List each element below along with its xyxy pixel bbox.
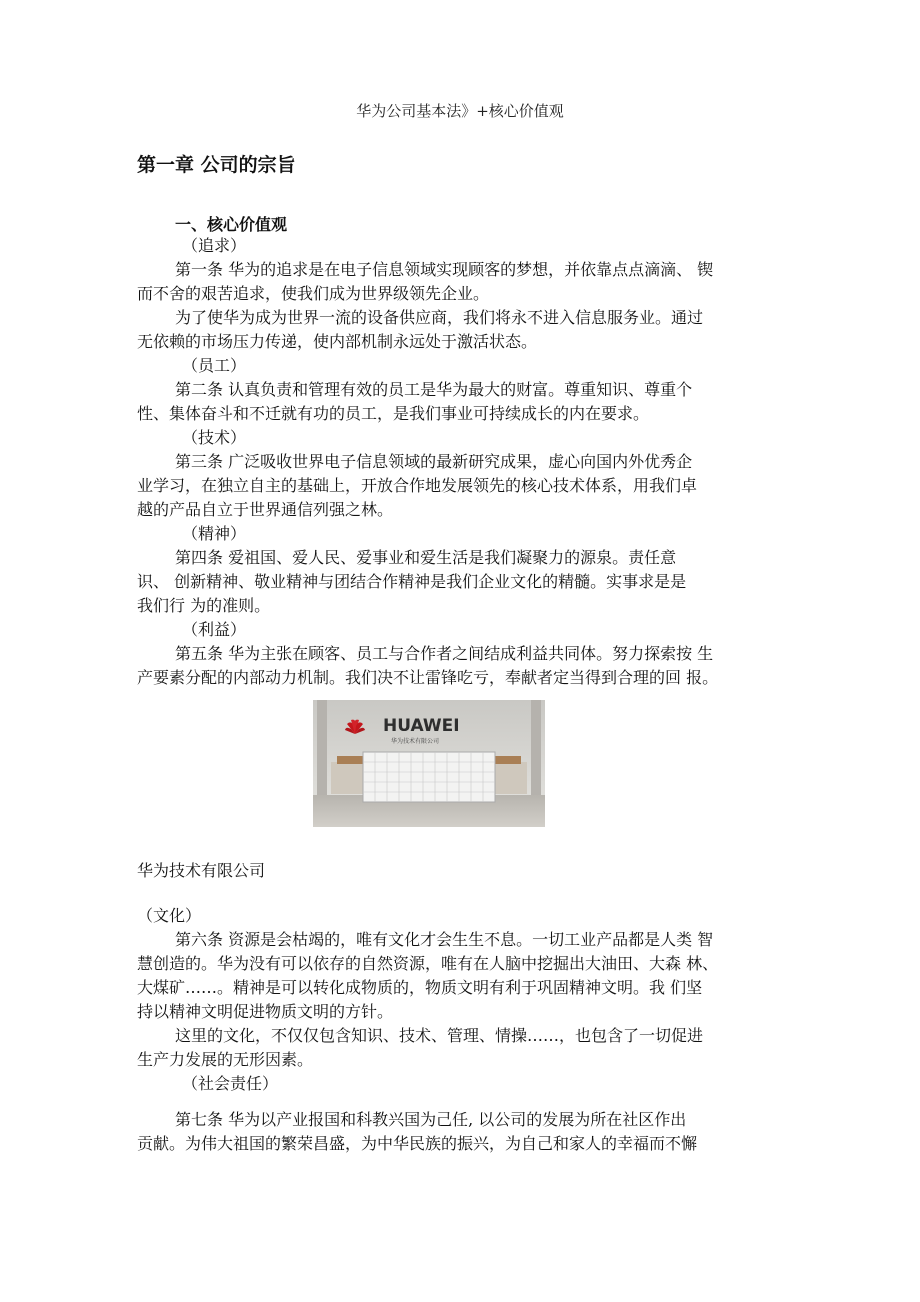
body-text-part1: [137, 234, 797, 690]
counter-side: [495, 762, 527, 794]
counter-side: [331, 762, 363, 794]
paragraph-line: 第五条 华为主张在顾客、员工与合作者之间结成利益共同体。努力探索按 生: [175, 644, 714, 663]
paragraph-line: 业学习，在独立自主的基础上，开放合作地发展领先的核心技术体系，用我们卓: [137, 476, 698, 495]
paragraph-line: 识、 创新精神、敬业精神与团结合作精神是我们企业文化的精髓。实事求是是: [137, 572, 687, 591]
paragraph-line: 第二条 认真负责和管理有效的员工是华为最大的财富。尊重知识、尊重个: [175, 380, 693, 399]
logo-subtitle: 华为技术有限公司: [391, 738, 440, 745]
topic-tag: （技术）: [182, 428, 247, 447]
paragraph-line: 第一条 华为的追求是在电子信息领域实现顾客的梦想，并依靠点点滴滴、 锲: [175, 260, 714, 279]
photo-caption: 华为技术有限公司: [137, 861, 266, 880]
chapter-heading: 第一章 公司的宗旨: [137, 154, 296, 176]
body-text-part2: [137, 904, 797, 1156]
topic-tag: （追求）: [182, 236, 247, 255]
topic-tag: （精神）: [182, 524, 247, 543]
paragraph-line: 这里的文化，不仅仅包含知识、技术、管理、情操……，也包含了一切促进: [175, 1026, 704, 1045]
paragraph-line: 无依赖的市场压力传递，使内部机制永远处于激活状态。: [137, 332, 538, 351]
topic-tag: （利益）: [182, 620, 247, 639]
paragraph-line: 为了使华为成为世界一流的设备供应商，我们将永不进入信息服务业。通过: [175, 308, 704, 327]
document-title: 华为公司基本法》+核心价值观: [356, 102, 564, 120]
paragraph-line: 贡献。为伟大祖国的繁荣昌盛，为中华民族的振兴，为自己和家人的幸福而不懈: [137, 1134, 698, 1153]
logo-wordmark: HUAWEI: [383, 716, 460, 736]
paragraph-line: 第四条 爱祖国、爱人民、爱事业和爱生活是我们凝聚力的源泉。责任意: [175, 548, 677, 567]
paragraph-line: 第三条 广泛吸收世界电子信息领域的最新研究成果，虚心向国内外优秀企: [175, 452, 693, 471]
paragraph-line: 产要素分配的内部动力机制。我们决不让雷锋吃亏，奉献者定当得到合理的回 报。: [137, 668, 719, 687]
paragraph-line: 大煤矿……。精神是可以转化成物质的，物质文明有利于巩固精神文明。我 们坚: [137, 978, 703, 997]
topic-tag: （社会责任）: [182, 1074, 279, 1093]
spacer: [137, 1096, 797, 1108]
section-heading: 一、核心价值观: [175, 215, 288, 234]
photo-illustration: [313, 700, 545, 827]
paragraph-line: 持以精神文明促进物质文明的方针。: [137, 1002, 394, 1021]
paragraph-line: 慧创造的。华为没有可以依存的自然资源，唯有在人脑中挖掘出大油田、大森 林、: [137, 954, 719, 973]
paragraph-line: 生产力发展的无形因素。: [137, 1050, 314, 1069]
paragraph-line: 我们行 为的准则。: [137, 596, 271, 615]
topic-tag: （员工）: [182, 356, 247, 375]
topic-tag: （文化）: [137, 906, 202, 925]
reception-desk: [363, 752, 495, 802]
paragraph-line: 越的产品自立于世界通信列强之林。: [137, 500, 394, 519]
paragraph-line: 而不舍的艰苦追求，使我们成为世界级领先企业。: [137, 284, 490, 303]
paragraph-line: 第七条 华为以产业报国和科教兴国为己任, 以公司的发展为所在社区作出: [175, 1110, 687, 1129]
paragraph-line: 性、集体奋斗和不迁就有功的员工，是我们事业可持续成长的内在要求。: [137, 404, 650, 423]
huawei-reception-photo: [313, 700, 545, 827]
paragraph-line: 第六条 资源是会枯竭的，唯有文化才会生生不息。一切工业产品都是人类 智: [175, 930, 714, 949]
